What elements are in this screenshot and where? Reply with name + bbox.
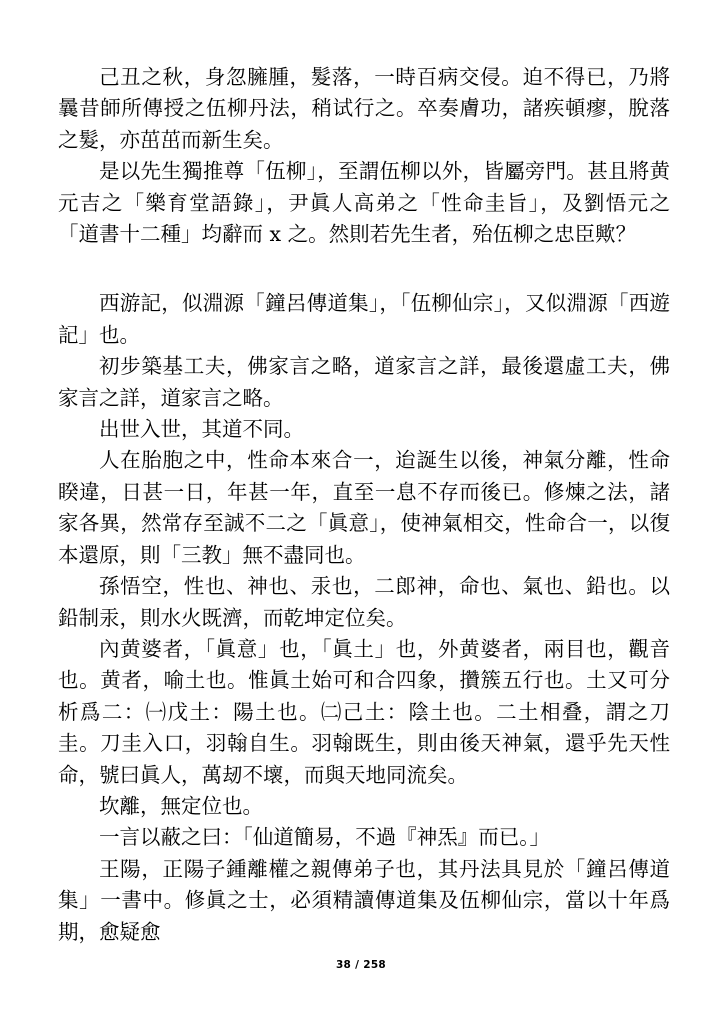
text-section-2 — [58, 288, 670, 948]
paragraph: 王陽，正陽子鍾離權之親傳弟子也，其丹法具見於「鐘呂傳道集」一書中。修眞之士，必須精讀傳道集及伍柳仙宗，當以十年爲期，愈疑愈 — [58, 856, 670, 944]
paragraph: 坎離，無定位也。 — [99, 793, 263, 818]
page-number: 38 / 258 — [335, 959, 387, 971]
paragraph: 初步築基工夫，佛家言之略，道家言之詳，最後還虛工夫，佛家言之詳，道家言之略。 — [58, 354, 670, 410]
paragraph: 出世入世，其道不同。 — [99, 417, 304, 442]
paragraph: 孫悟空，性也、神也、汞也，二郎神，命也、氣也、鉛也。以鉛制汞，則水火既濟，而乾坤定位矣。 — [58, 574, 670, 630]
text-section-1 — [58, 62, 670, 250]
paragraph: 人在胎胞之中，性命本來合一，迨誕生以後，神氣分離，性命睽違，日甚一日，年甚一年，直至一息不存而後已。修煉之法，諸家各異，然常存至誠不二之「眞意」，使神氣相交，性命合一，以復本還原，則「三教」無不盡同也。 — [58, 448, 670, 567]
paragraph: 內黄婆者，「眞意」也，「眞土」也，外黄婆者，兩目也，觀音也。黄者，喻土也。惟眞土始可和合四象，攢簇五行也。土又可分析爲二：㈠戊土：陽土也。㈡己土：陰土也。二土相叠，謂之刀圭。刀圭入口，羽翰自生。羽翰既生，則由後天神氣，還乎先天性命，號曰眞人，萬刼不壞，而與天地同流矣。 — [58, 636, 670, 787]
document-body — [58, 62, 670, 948]
paragraph: 是以先生獨推尊「伍柳」，至謂伍柳以外，皆屬旁門。甚且將黄元吉之「樂育堂語錄」，尹眞人高弟之「性命圭旨」，及劉悟元之「道書十二種」均辭而 x 之。然則若先生者，殆伍柳之忠臣歟？ — [58, 159, 670, 247]
paragraph: 一言以蔽之曰：「仙道簡易，不過『神炁』而已。」 — [99, 825, 550, 850]
paragraph: 西游記，似淵源「鐘呂傳道集」，「伍柳仙宗」，又似淵源「西遊記」也。 — [58, 291, 670, 347]
paragraph: 己丑之秋，身忽臃腫，髮落，一時百病交侵。迫不得已，乃將曩昔師所傳授之伍柳丹法，稍试行之。卒奏膚功，諸疾頓瘳，脫落之髮，亦茁茁而新生矣。 — [58, 65, 670, 152]
